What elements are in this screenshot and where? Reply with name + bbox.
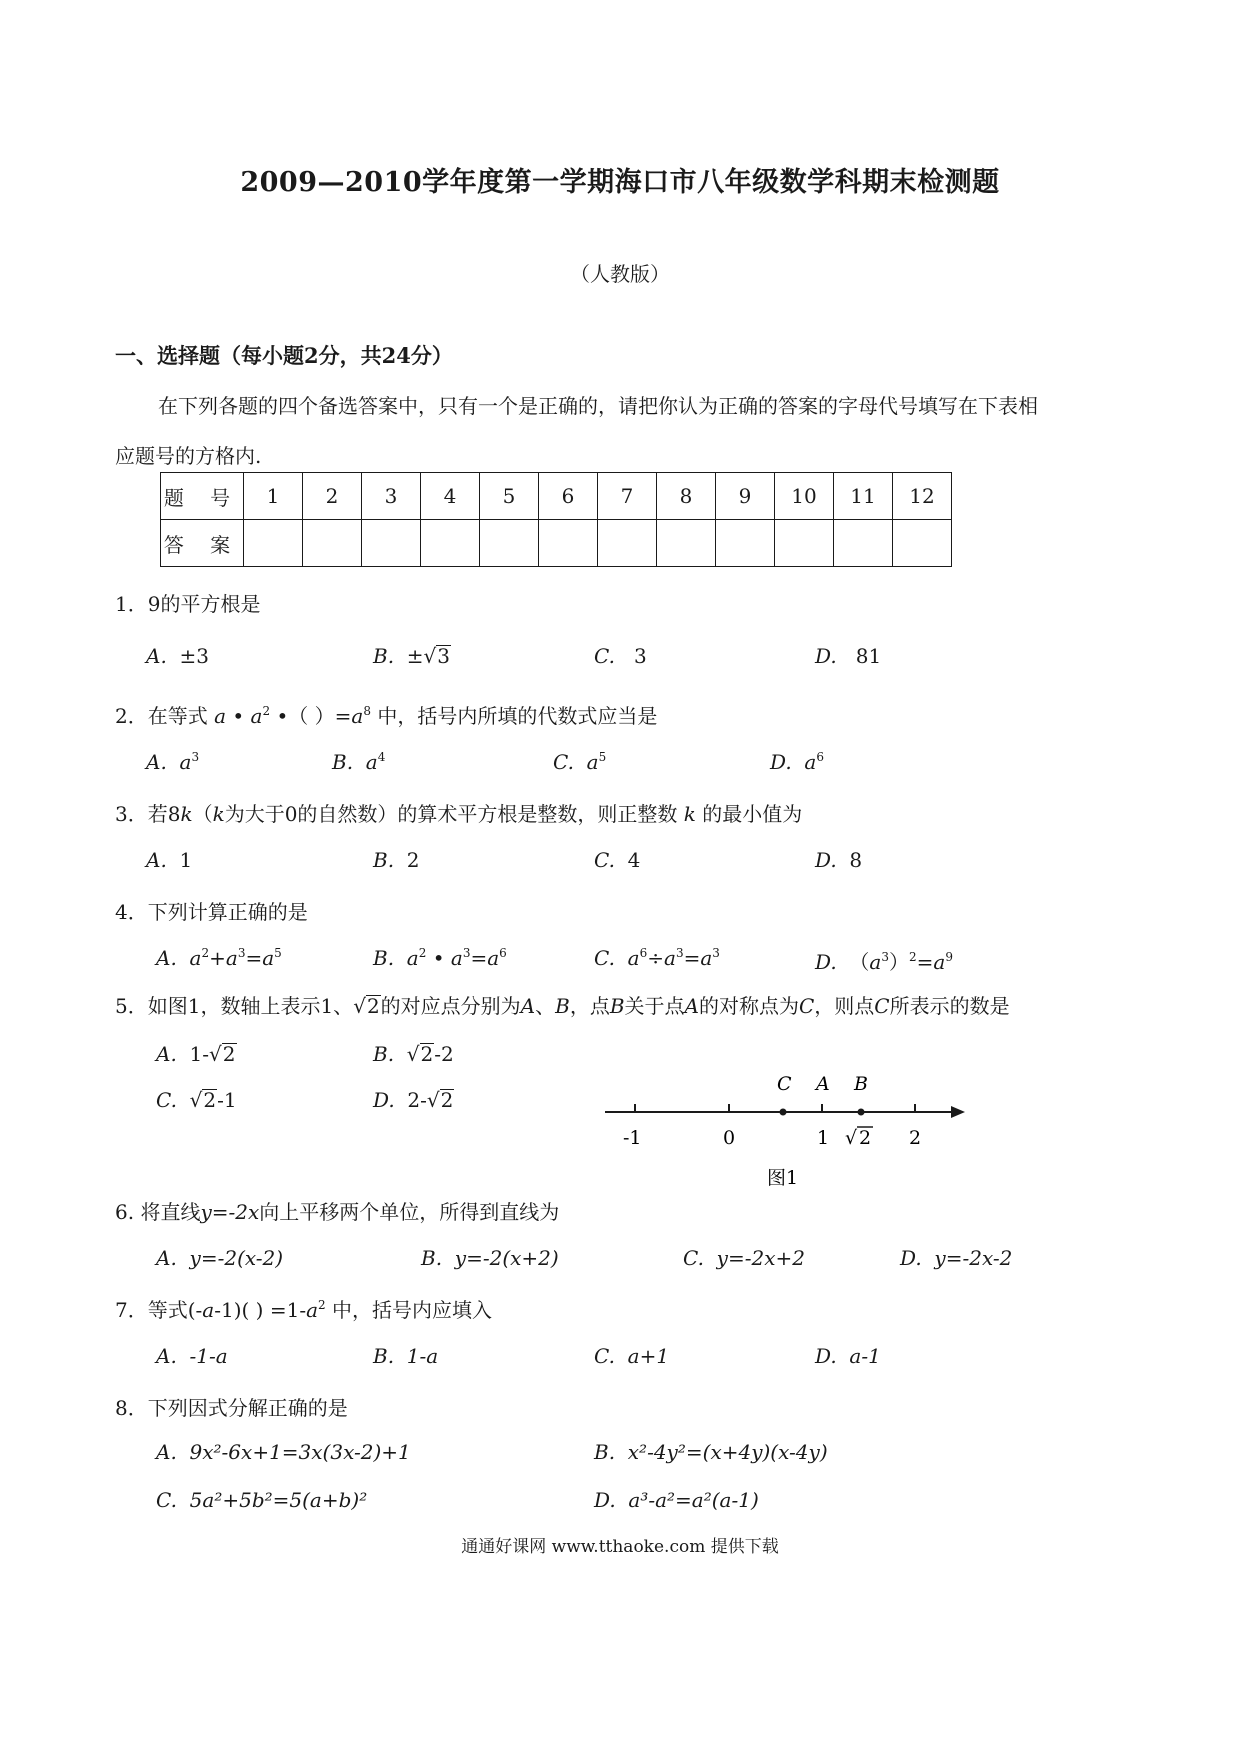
- question-8-option-c: C. 5a²+5b²=5(a+b)²: [156, 1488, 368, 1512]
- question-8-option-a: A. 9x²-6x+1=3x(3x-2)+1: [156, 1440, 411, 1464]
- question-8-option-b: B. x²-4y²=(x+4y)(x-4y): [594, 1440, 828, 1464]
- point-c-dot: [780, 1109, 787, 1116]
- question-2-option-a: A. $a^3$: [146, 750, 200, 774]
- instruction-line-1: 在下列各题的四个备选答案中，只有一个是正确的，请把你认为正确的答案的字母代号填写在下表相: [158, 394, 1038, 418]
- question-5-option-c: C. √2-1: [156, 1088, 237, 1112]
- question-8-option-d: D. a³-a²=a²(a-1): [594, 1488, 759, 1512]
- option-value: 81: [855, 644, 882, 668]
- answer-cell[interactable]: [657, 520, 716, 567]
- number-line-figure: [595, 1060, 975, 1190]
- option-value: ±: [406, 644, 424, 668]
- question-5-option-d: D. 2-√2: [373, 1088, 454, 1112]
- answer-table-number: 7: [598, 473, 657, 520]
- answer-cell[interactable]: [421, 520, 480, 567]
- option-letter: C.: [594, 644, 615, 668]
- answer-cell[interactable]: [598, 520, 657, 567]
- point-b-label: B: [854, 1073, 868, 1095]
- tick-label: 0: [723, 1127, 736, 1149]
- question-2-stem: 2．在等式 a • $a^2$ •（ ）$=a^8$ 中，括号内所填的代数式应当是: [115, 704, 658, 728]
- answer-table-number: 9: [716, 473, 775, 520]
- answer-cell[interactable]: [362, 520, 421, 567]
- answer-cell[interactable]: [303, 520, 362, 567]
- question-4-option-a: A. $a^2+a^3=a^5$: [156, 946, 282, 970]
- sqrt-symbol: √2: [406, 1042, 434, 1066]
- question-7-option-d: D. a-1: [815, 1344, 881, 1368]
- sqrt-symbol: √2: [189, 1088, 217, 1112]
- question-7-option-c: C. a+1: [594, 1344, 670, 1368]
- sqrt-symbol: √2: [426, 1088, 454, 1112]
- question-5-option-a: A. 1-√2: [156, 1042, 236, 1066]
- answer-table-number: 8: [657, 473, 716, 520]
- option-value: ±3: [179, 644, 210, 668]
- point-a-label: A: [816, 1073, 830, 1095]
- point-c-label: C: [777, 1073, 792, 1095]
- sqrt-symbol: √3: [423, 644, 451, 668]
- answer-table-row1-label: 题 号: [161, 473, 244, 520]
- question-5-option-b: B. √2-2: [373, 1042, 454, 1066]
- answer-cell[interactable]: [244, 520, 303, 567]
- answer-table-answer-row: [161, 520, 952, 567]
- question-4-option-c: C. $a^6\div a^3=a^3$: [594, 946, 720, 970]
- answer-table: [160, 472, 952, 567]
- arrow-head-icon: [951, 1106, 965, 1118]
- answer-table-number: 5: [480, 473, 539, 520]
- sqrt-symbol: √2: [353, 994, 380, 1018]
- question-6-option-b: B. y=-2(x+2): [421, 1246, 559, 1270]
- question-7-option-a: A. -1-a: [156, 1344, 228, 1368]
- answer-cell[interactable]: [480, 520, 539, 567]
- question-3-option-b: B. 2: [373, 848, 420, 872]
- question-2-option-c: C. $a^5$: [553, 750, 607, 774]
- question-5-stem: 5．如图1，数轴上表示1、√2的对应点分别为A、B，点B关于点A的对称点为C，则点C所表示的数是: [115, 994, 1010, 1018]
- answer-table-number: 1: [244, 473, 303, 520]
- question-1-option-d: [815, 644, 881, 668]
- question-3-stem: 3．若8k（k为大于0的自然数）的算术平方根是整数，则正整数 k 的最小值为: [115, 802, 803, 826]
- answer-table-number: 12: [893, 473, 952, 520]
- sqrt-symbol: √: [845, 1127, 858, 1149]
- question-6-option-d: D. y=-2x-2: [900, 1246, 1013, 1270]
- question-1-stem: 1．9的平方根是: [115, 592, 261, 616]
- tick-label-sqrt2: 2: [859, 1127, 872, 1149]
- question-2-option-b: B. $a^4$: [332, 750, 386, 774]
- option-letter: A.: [146, 644, 167, 668]
- answer-table-number: 3: [362, 473, 421, 520]
- answer-cell[interactable]: [834, 520, 893, 567]
- instruction-line-2: 应题号的方格内.: [115, 444, 262, 468]
- question-1-option-b: [373, 644, 451, 668]
- tick-label: -1: [623, 1127, 642, 1149]
- question-7-option-b: B. 1-a: [373, 1344, 439, 1368]
- question-6-stem: 6. 将直线y=-2x向上平移两个单位，所得到直线为: [115, 1200, 560, 1224]
- question-4-option-d: D. $(a^3)^2=a^9$: [815, 950, 953, 974]
- option-letter: B.: [373, 644, 395, 668]
- question-1-option-c: [594, 644, 647, 668]
- answer-table-number: 10: [775, 473, 834, 520]
- option-value: 3: [634, 644, 647, 668]
- answer-cell[interactable]: [539, 520, 598, 567]
- sqrt-symbol: √2: [209, 1042, 236, 1066]
- question-6-option-a: A. y=-2(x-2): [156, 1246, 284, 1270]
- point-b-dot: [858, 1109, 865, 1116]
- question-3-option-c: C. 4: [594, 848, 641, 872]
- question-4-option-b: B. $a^2$ • $a^3=a^6$: [373, 946, 507, 970]
- question-1-option-a: [146, 644, 209, 668]
- question-3-option-d: D. 8: [815, 848, 863, 872]
- option-letter: D.: [815, 644, 837, 668]
- figure-caption: 图1: [767, 1167, 799, 1189]
- page-footer: 通通好课网 www.tthaoke.com 提供下载: [461, 1537, 779, 1557]
- question-2-option-d: D. $a^6$: [770, 750, 824, 774]
- answer-table-number: 4: [421, 473, 480, 520]
- question-7-stem: 7．等式(-a-1)( ) $=1-a^2$ 中，括号内应填入: [115, 1298, 493, 1322]
- page-subtitle: （人教版）: [570, 262, 670, 286]
- answer-cell[interactable]: [893, 520, 952, 567]
- page-title: 2009—2010学年度第一学期海口市八年级数学科期末检测题: [240, 167, 1000, 198]
- question-3-option-a: A. 1: [146, 848, 193, 872]
- question-4-stem: 4．下列计算正确的是: [115, 900, 308, 924]
- tick-label: 2: [909, 1127, 922, 1149]
- question-6-option-c: C. y=-2x+2: [683, 1246, 805, 1270]
- question-8-stem: 8．下列因式分解正确的是: [115, 1396, 348, 1420]
- answer-table-header-row: [161, 473, 952, 520]
- answer-table-number: 2: [303, 473, 362, 520]
- section-heading: 一、选择题（每小题2分，共24分）: [115, 343, 453, 368]
- answer-table-number: 11: [834, 473, 893, 520]
- answer-table-number: 6: [539, 473, 598, 520]
- answer-table-row2-label: 答 案: [161, 520, 244, 567]
- tick-label: 1: [817, 1127, 830, 1149]
- answer-cell[interactable]: [775, 520, 834, 567]
- answer-cell[interactable]: [716, 520, 775, 567]
